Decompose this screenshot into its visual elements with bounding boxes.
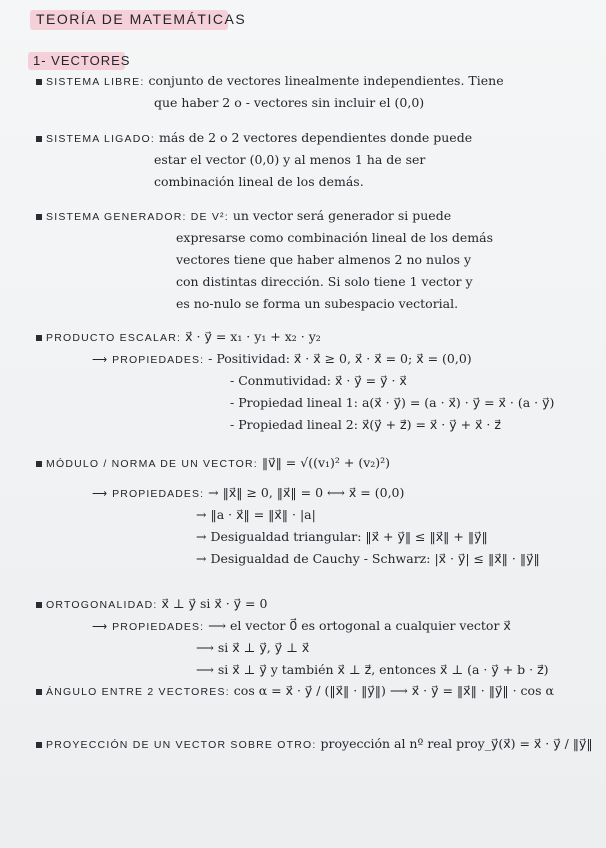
sistema-generador-line-3: vectores tiene que haber almenos 2 no nulos y bbox=[176, 251, 472, 267]
ortogonalidad-prop-3: ⟶ si x⃗ ⊥ y⃗ y también x⃗ ⊥ z⃗, entonces x⃗ ⊥ (a · y⃗ + b · z⃗) bbox=[196, 661, 549, 677]
ortogonalidad-prop-2: ⟶ si x⃗ ⊥ y⃗, y⃗ ⊥ x⃗ bbox=[196, 639, 310, 655]
angulo-formula: cos α = x⃗ · y⃗ / (‖x⃗‖ · ‖y⃗‖) ⟶ x⃗ · y⃗ = ‖x⃗‖ · ‖y⃗‖ · cos α bbox=[233, 683, 554, 698]
sistema-generador-line-2: expresarse como combinación lineal de los demás bbox=[176, 229, 494, 245]
bullet-icon bbox=[36, 742, 42, 748]
section-heading: 1- VECTORES bbox=[33, 53, 131, 68]
sistema-libre-block bbox=[36, 70, 504, 114]
modulo-block bbox=[36, 452, 540, 569]
sistema-generador-line-4: con distintas dirección. Si solo tiene 1 vector y bbox=[176, 273, 473, 289]
modulo-prop-2: → ‖a · x⃗‖ = ‖x⃗‖ · |a| bbox=[196, 506, 316, 522]
modulo-prop-4: → Desigualdad de Cauchy - Schwarz: |x⃗ · y⃗| ≤ ‖x⃗‖ · ‖y⃗‖ bbox=[196, 550, 540, 566]
bullet-icon bbox=[36, 602, 42, 608]
producto-escalar-term: PRODUCTO ESCALAR: bbox=[46, 332, 182, 344]
sistema-libre-line-2: que haber 2 o - vectores sin incluir el (0,0) bbox=[154, 94, 425, 110]
proyeccion-term: PROYECCIÓN DE UN VECTOR SOBRE OTRO: bbox=[46, 739, 317, 751]
ortogonalidad-block bbox=[36, 593, 549, 681]
sistema-generador-line-5: es no-nulo se forma un subespacio vectorial. bbox=[176, 295, 459, 311]
bullet-icon bbox=[36, 335, 42, 341]
bullet-icon bbox=[36, 136, 42, 142]
sistema-generador-term: SISTEMA GENERADOR: DE V²: bbox=[46, 211, 229, 223]
sistema-ligado-line-1: más de 2 o 2 vectores dependientes donde puede bbox=[159, 130, 473, 145]
bullet-icon bbox=[36, 79, 42, 85]
producto-escalar-prop-4: - Propiedad lineal 2: x⃗(y⃗ + z⃗) = x⃗ · y⃗ + x⃗ · z⃗ bbox=[230, 416, 501, 432]
sistema-generador-line-1: un vector será generador si puede bbox=[232, 208, 452, 223]
bullet-icon bbox=[36, 689, 42, 695]
sistema-libre-line-1: conjunto de vectores linealmente independientes. Tiene bbox=[148, 73, 504, 88]
ortogonalidad-formula: x⃗ ⊥ y⃗ si x⃗ · y⃗ = 0 bbox=[161, 596, 268, 611]
proyeccion-formula: proyección al nº real proy_y⃗(x⃗) = x⃗ · y⃗ / ‖y⃗‖ bbox=[320, 736, 593, 751]
sistema-ligado-line-3: combinación lineal de los demás. bbox=[154, 173, 364, 189]
sistema-ligado-line-2: estar el vector (0,0) y al menos 1 ha de ser bbox=[154, 151, 426, 167]
modulo-prop-3: → Desigualdad triangular: ‖x⃗ + y⃗‖ ≤ ‖x⃗‖ + ‖y⃗‖ bbox=[196, 528, 488, 544]
bullet-icon bbox=[36, 461, 42, 467]
modulo-term: MÓDULO / NORMA DE UN VECTOR: bbox=[46, 458, 258, 470]
ortogonalidad-term: ORTOGONALIDAD: bbox=[46, 599, 158, 611]
bullet-icon bbox=[36, 214, 42, 220]
page-title: TEORÍA DE MATEMÁTICAS bbox=[36, 11, 247, 27]
sistema-libre-term: SISTEMA LIBRE: bbox=[46, 76, 145, 88]
producto-escalar-prop-1: - Positividad: x⃗ · x⃗ ≥ 0, x⃗ · x⃗ = 0; x⃗ = (0,0) bbox=[208, 350, 472, 366]
ortogonalidad-prop-1: ⟶ el vector 0⃗ es ortogonal a cualquier vector x⃗ bbox=[208, 617, 511, 633]
modulo-prop-1: → ‖x⃗‖ ≥ 0, ‖x⃗‖ = 0 ⟷ x⃗ = (0,0) bbox=[208, 484, 405, 500]
proyeccion-block bbox=[36, 733, 593, 755]
ortogonalidad-props-label: ⟶ PROPIEDADES: bbox=[92, 620, 205, 633]
producto-escalar-props-label: ⟶ PROPIEDADES: bbox=[92, 353, 205, 366]
sistema-ligado-term: SISTEMA LIGADO: bbox=[46, 133, 156, 145]
producto-escalar-prop-2: - Conmutividad: x⃗ · y⃗ = y⃗ · x⃗ bbox=[230, 372, 407, 388]
producto-escalar-prop-3: - Propiedad lineal 1: a(x⃗ · y⃗) = (a · x⃗) · y⃗ = x⃗ · (a · y⃗) bbox=[230, 394, 555, 410]
sistema-ligado-block bbox=[36, 127, 472, 193]
producto-escalar-formula: x⃗ · y⃗ = x₁ · y₁ + x₂ · y₂ bbox=[185, 329, 321, 344]
modulo-props-label: ⟶ PROPIEDADES: bbox=[92, 487, 205, 500]
producto-escalar-block bbox=[36, 326, 554, 435]
angulo-block bbox=[36, 680, 554, 702]
angulo-term: ÁNGULO ENTRE 2 VECTORES: bbox=[46, 686, 230, 698]
modulo-formula: ‖v⃗‖ = √((v₁)² + (v₂)²) bbox=[261, 455, 391, 470]
sistema-generador-block bbox=[36, 205, 493, 314]
